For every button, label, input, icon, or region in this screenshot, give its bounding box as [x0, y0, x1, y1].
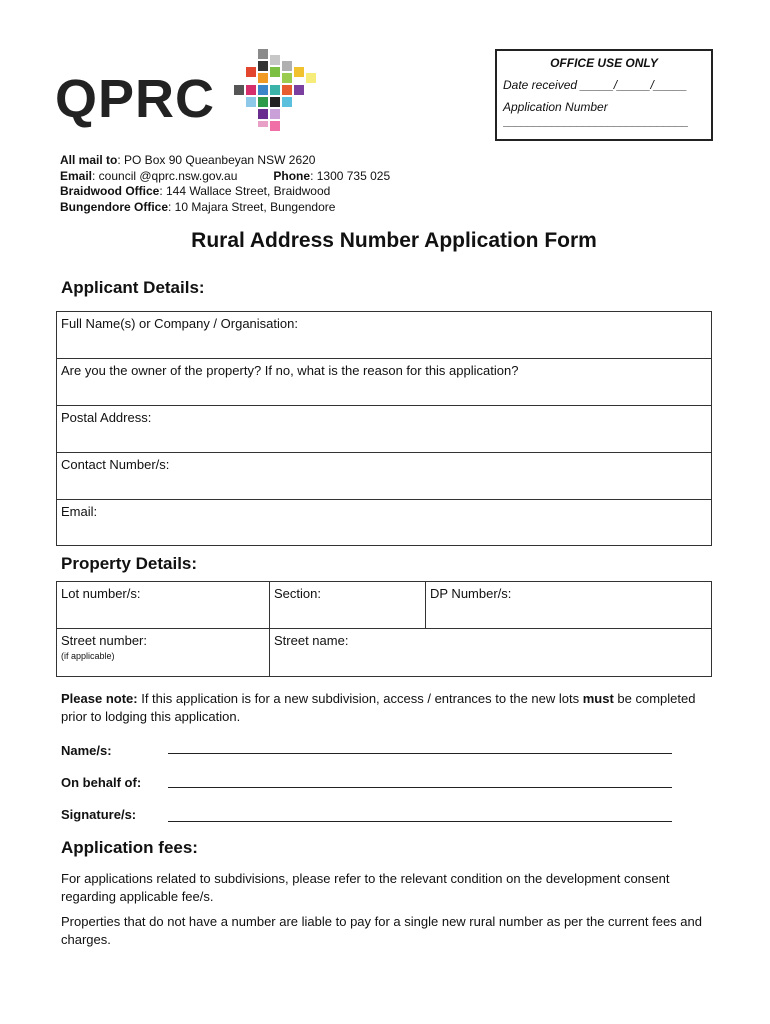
- phone-value: : 1300 735 025: [310, 168, 391, 183]
- contact-block: [60, 153, 390, 215]
- application-number-line: ______________________________: [503, 114, 689, 128]
- street-name-field[interactable]: Street name:: [270, 629, 712, 677]
- email-label: Email: [60, 168, 93, 183]
- signature-line[interactable]: [168, 821, 672, 822]
- office-use-title: OFFICE USE ONLY: [550, 56, 658, 70]
- behalf-line[interactable]: [168, 787, 672, 788]
- names-line[interactable]: [168, 753, 672, 754]
- lot-number-field[interactable]: Lot number/s:: [57, 582, 270, 629]
- section-field[interactable]: Section:: [270, 582, 426, 629]
- office-use-box: [495, 49, 713, 141]
- contact-number-field[interactable]: Contact Number/s:: [57, 453, 712, 500]
- qprc-logo-text: QPRC: [55, 69, 216, 129]
- please-note: [61, 690, 721, 726]
- property-table: [56, 581, 712, 677]
- behalf-label: On behalf of:: [61, 775, 142, 790]
- full-name-field[interactable]: Full Name(s) or Company / Organisation:: [57, 312, 712, 359]
- street-number-field[interactable]: [57, 629, 270, 677]
- fees-heading: Application fees:: [61, 838, 198, 857]
- fees-paragraph-2: Properties that do not have a number are liable to pay for a single new rural number as per the current fees and charges.: [61, 914, 702, 947]
- applicant-table: [56, 311, 712, 546]
- qprc-logo-mosaic: [232, 47, 322, 137]
- braidwood-label: Braidwood Office: [60, 184, 160, 198]
- bungendore-label: Bungendore Office: [60, 199, 169, 214]
- property-heading: Property Details:: [61, 554, 198, 573]
- braidwood-value: : 144 Wallace Street, Braidwood: [159, 184, 331, 198]
- postal-address-field[interactable]: Postal Address:: [57, 406, 712, 453]
- dp-number-field[interactable]: DP Number/s:: [426, 582, 712, 629]
- email-value: : council @qprc.nsw.gov.au: [92, 168, 238, 183]
- street-number-note: (if applicable): [61, 651, 115, 661]
- email-field[interactable]: Email:: [57, 500, 712, 546]
- form-title: Rural Address Number Application Form: [191, 229, 597, 252]
- signature-label: Signature/s:: [61, 807, 137, 822]
- note-text-b: be completed prior to lodging this application.: [61, 691, 696, 724]
- street-number-label: Street number:: [61, 633, 147, 648]
- note-label: Please note:: [61, 691, 138, 706]
- phone-label: Phone: [273, 168, 311, 183]
- application-number-label: Application Number: [503, 100, 608, 114]
- note-text-a: If this application is for a new subdivision, access / entrances to the new lots: [137, 691, 583, 706]
- owner-reason-field[interactable]: Are you the owner of the property? If no, what is the reason for this application?: [57, 359, 712, 406]
- fees-paragraph-1: For applications related to subdivisions, please refer to the relevant condition on the development consent regarding applicable fee/s.: [61, 871, 670, 904]
- date-received: Date received _____/_____/_____: [503, 78, 688, 92]
- applicant-heading: Applicant Details:: [61, 278, 205, 297]
- names-label: Name/s:: [61, 743, 112, 758]
- mail-value: : PO Box 90 Queanbeyan NSW 2620: [117, 153, 316, 167]
- mail-label: All mail to: [60, 153, 118, 167]
- bungendore-value: : 10 Majara Street, Bungendore: [168, 199, 336, 214]
- note-must: must: [582, 691, 614, 706]
